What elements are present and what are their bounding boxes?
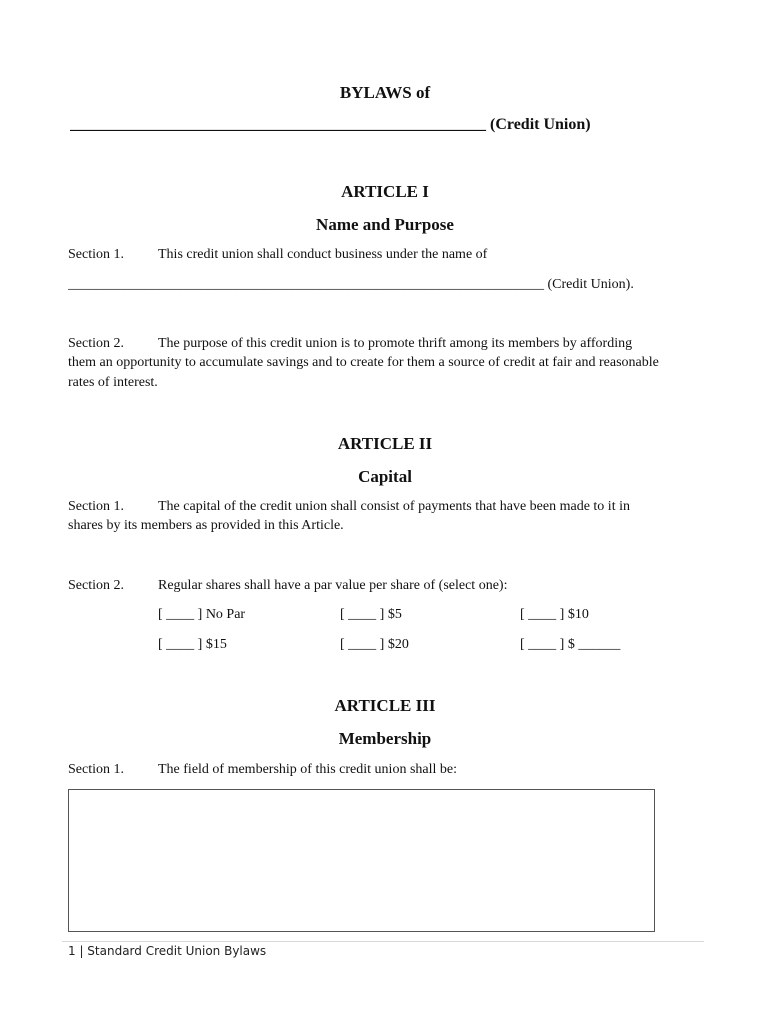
field-of-membership-box[interactable]	[68, 789, 655, 932]
article-2-section-2-text: Regular shares shall have a par value per share of (select one):	[158, 578, 508, 593]
article-3-section-1-label: Section 1.	[68, 762, 124, 777]
article-1-section-2-text: them an opportunity to accumulate savings and to create for them a source of credit at fair and reasonable rates of interest.	[68, 355, 659, 390]
par-value-option-10[interactable]: [ ____ ] $10	[520, 607, 589, 622]
article-2-section-1-label: Section 1.	[68, 499, 124, 514]
article-3-section-1-text: The field of membership of this credit union shall be:	[158, 762, 457, 777]
article-2-section-2-label: Section 2.	[68, 578, 124, 593]
article-1-heading: ARTICLE I	[341, 182, 429, 201]
par-value-option-15[interactable]: [ ____ ] $15	[158, 637, 227, 652]
article-3-subheading: Membership	[338, 729, 432, 748]
par-value-option-20[interactable]: [ ____ ] $20	[340, 637, 409, 652]
article-2-subheading: Capital	[358, 467, 412, 486]
article-1-section-2-first-line: The purpose of this credit union is to promote thrift among its members by affording	[158, 336, 633, 351]
article-2-section-1-first-line: The capital of the credit union shall consist of payments that have been made to it in	[158, 499, 630, 514]
article-1-subheading: Name and Purpose	[316, 215, 454, 234]
article-2-section-1-text: shares by its members as provided in this Article.	[68, 518, 344, 533]
par-value-option-no-par[interactable]: [ ____ ] No Par	[158, 607, 246, 622]
article-1-section-1-label: Section 1.	[68, 247, 124, 262]
footer-divider	[62, 941, 704, 942]
article-1-section-1-text: This credit union shall conduct business under the name of	[158, 247, 488, 262]
credit-union-name-line: ____________________________________________________ (Credit Union)	[70, 116, 591, 133]
article-3-heading: ARTICLE III	[334, 696, 436, 715]
article-1-section-2-label: Section 2.	[68, 336, 124, 351]
par-value-option-5[interactable]: [ ____ ] $5	[340, 607, 402, 622]
page-footer: 1 | Standard Credit Union Bylaws	[68, 944, 267, 958]
credit-union-name-blank: ____________________________________________________________________ (Credit Union).	[68, 277, 634, 292]
document-title: BYLAWS of	[339, 83, 431, 102]
article-2-heading: ARTICLE II	[337, 434, 433, 453]
par-value-option-custom[interactable]: [ ____ ] $ ______	[520, 637, 621, 652]
